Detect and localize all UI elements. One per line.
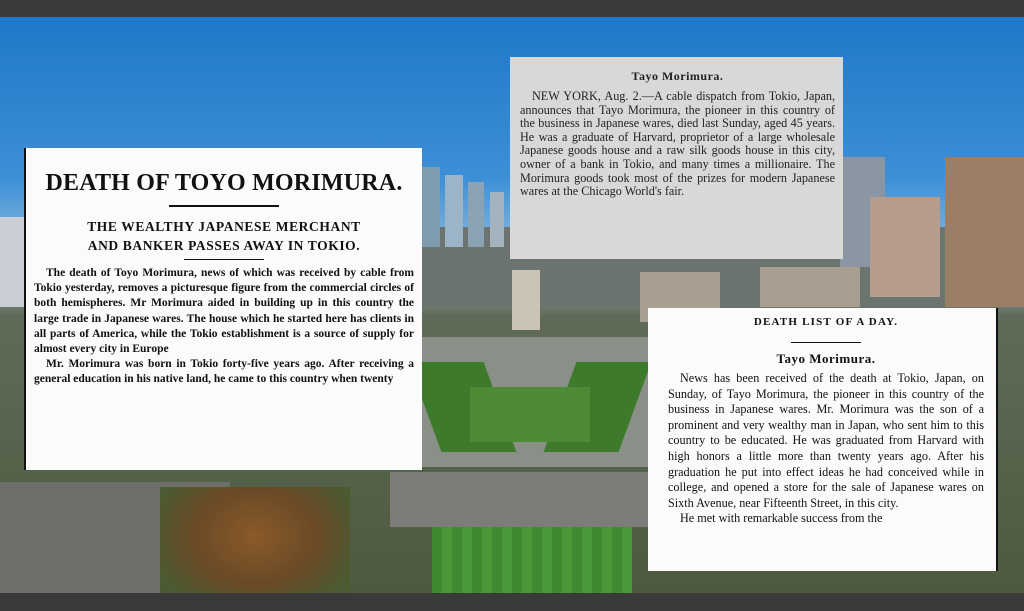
- divider: [791, 342, 861, 343]
- clipping-subheadline: AND BANKER PASSES AWAY IN TOKIO.: [87, 238, 361, 253]
- terrace-lawn: [470, 387, 590, 442]
- top-bar: [0, 0, 1024, 17]
- building: [760, 267, 860, 307]
- clipping-body: [668, 371, 984, 527]
- clipping-body: [520, 90, 835, 199]
- clipping-paragraph: News has been received of the death at Tokio, Japan, on Sunday, of Tayo Morimura, the pioneer in this country of the business in Japanese wares. Mr. Morimura was the son of a prominent and very wealthy man in Japan, who sent him to this country to be educated. He was graduated from Harvard with high honors a little more than twenty years ago. After his graduation he put into effect ideas he had conceived while in college, and opened a store for the sale of Japanese wares on Sixth Avenue, near Fifteenth Street, in this city.: [668, 371, 984, 510]
- bottom-bar: [0, 593, 1024, 611]
- clipping-paragraph: The death of Toyo Morimura, news of which was received by cable from Tokio yesterday, removes a picturesque figure from the commercial circles of both hemispheres. Mr Morimura aided in building up in this country the large trade in Japanese wares. The house which he started here has clients in all parts of America, while the Tokio establishment is a source of supply for almost every city in Europe: [34, 267, 414, 356]
- clipping-subheadline: THE WEALTHY JAPANESE MERCHANT: [87, 219, 361, 234]
- clipping-headline: Tayo Morimura.: [631, 69, 724, 83]
- striped-lawn: [432, 527, 632, 593]
- clipping-body: [34, 266, 414, 388]
- clipping-headline: Tayo Morimura.: [776, 351, 876, 366]
- newspaper-clipping-death-list: [648, 308, 998, 571]
- newspaper-clipping-death-of-toyo-morimura: [24, 148, 422, 470]
- autumn-trees: [160, 487, 350, 593]
- divider: [169, 205, 279, 207]
- clipping-paragraph: He met with remarkable success from the: [680, 511, 883, 526]
- clipping-paragraph: NEW YORK, Aug. 2.—A cable dispatch from Tokio, Japan, announces that Tayo Morimura, the pioneer in this country of the business in Japanese wares, died last Sunday, aged 45 years. He was a graduate of Harvard, proprietor of a large wholesale Japanese goods house and a raw silk goods house in this city, owner of a bank in Tokio, and many times a millionaire. The Morimura goods took most of the prizes for modern Japanese wares at the Chicago World's fair.: [520, 89, 835, 199]
- clipping-paragraph: Mr. Morimura was born in Tokio forty-five years ago. After receiving a general education in his native land, he came to this country when twenty: [34, 358, 414, 386]
- divider: [184, 259, 264, 260]
- clipping-headline: DEATH OF TOYO MORIMURA.: [45, 170, 403, 196]
- newspaper-clipping-tayo-morimura-cable: [510, 57, 843, 259]
- clipping-section-title: DEATH LIST OF A DAY.: [753, 316, 899, 328]
- road: [390, 472, 650, 527]
- memorial-tower: [512, 270, 540, 330]
